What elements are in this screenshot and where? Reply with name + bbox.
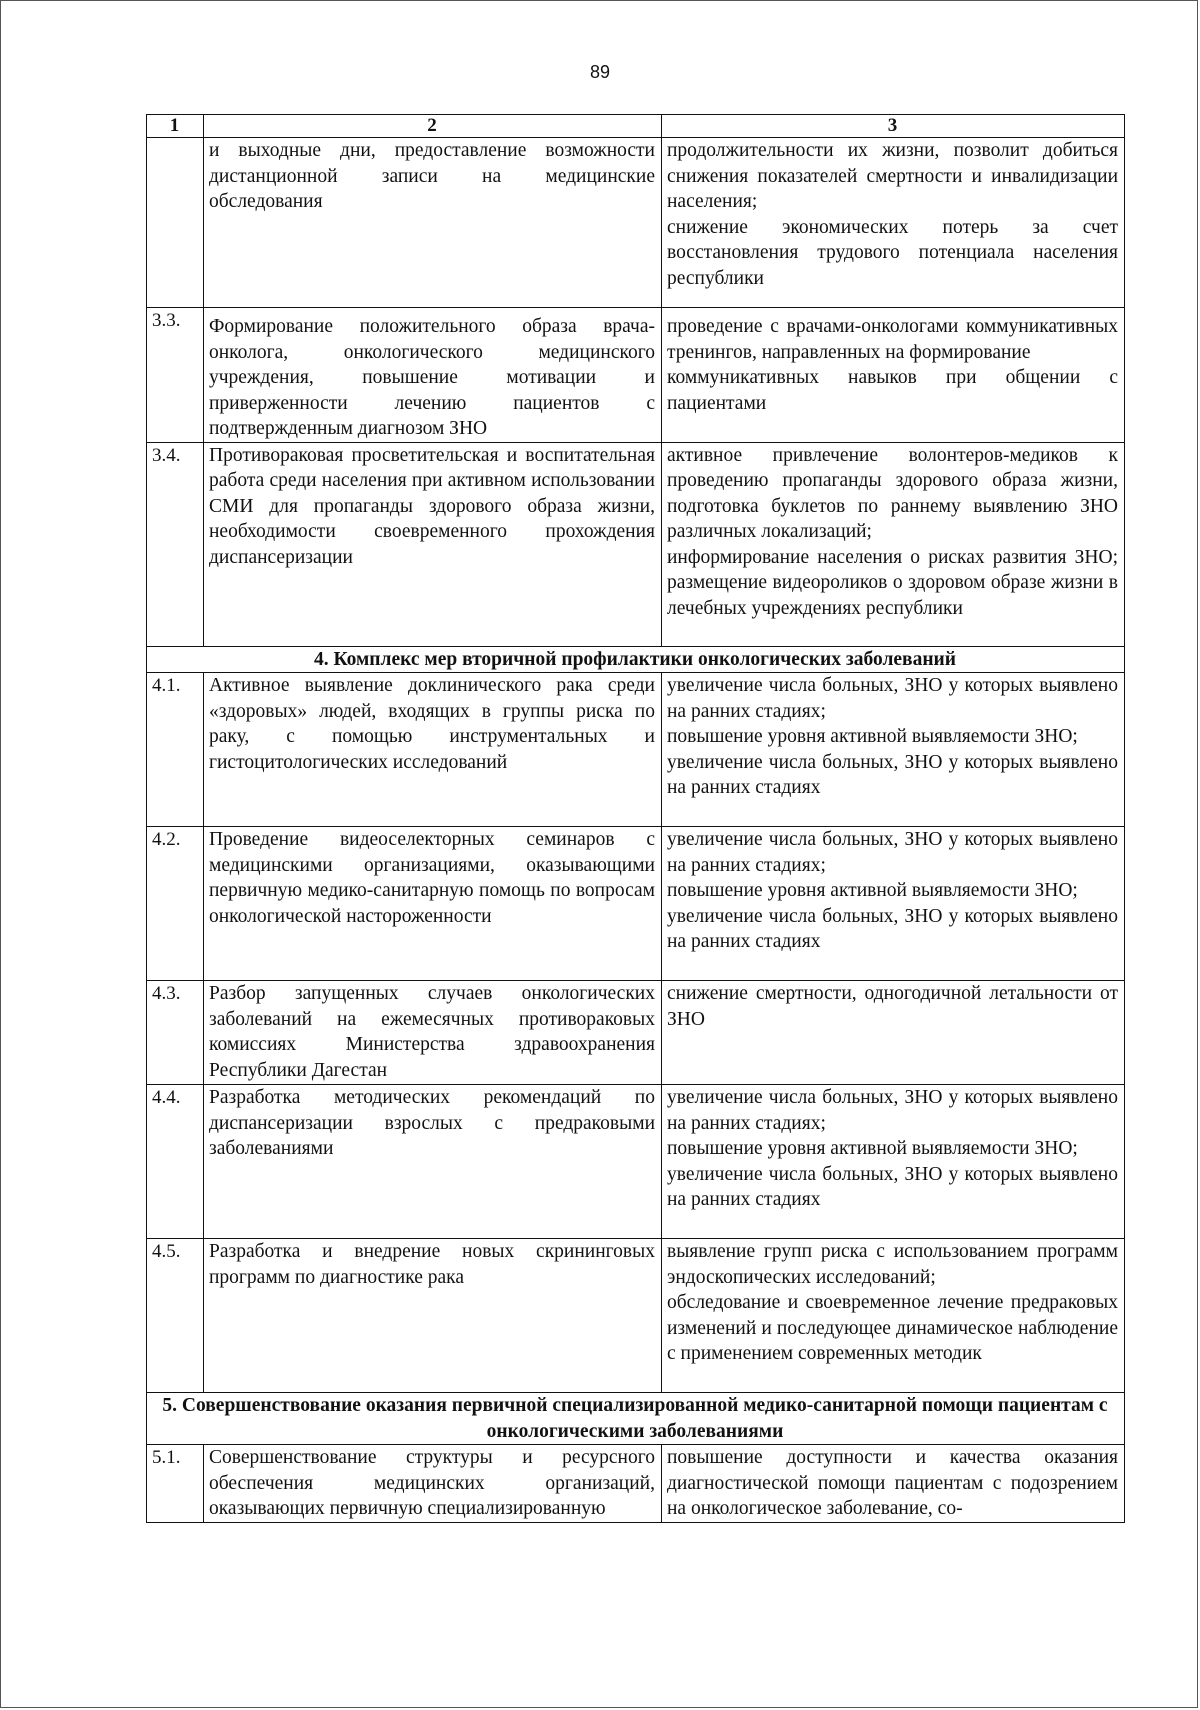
result-paragraph: повышение уровня активной выявляемости ЗНО;	[667, 1138, 1078, 1159]
result-paragraph: проведение с врачами-онкологами коммуникативных тренингов, направленных на формирование	[667, 316, 1118, 363]
table-header-row	[147, 115, 1125, 138]
result-paragraph: обследование и своевременное лечение предраковых изменений и последующее динамическое наблюдение с применением современных методик	[667, 1292, 1118, 1364]
table-row	[147, 442, 1125, 646]
result-paragraph: снижение экономических потерь за счет восстановления трудового потенциала населения республики	[667, 216, 1118, 289]
result-paragraph: увеличение числа больных, ЗНО у которых выявлено на ранних стадиях	[667, 751, 1118, 798]
measures-table	[146, 114, 1125, 1523]
section-row	[147, 1393, 1125, 1445]
page-number: 89	[589, 62, 611, 82]
section-heading-5: 5. Совершенствование оказания первичной специализированной медико-санитарной помощи пациентам с онкологическими заболеваниями	[147, 1393, 1125, 1445]
row-number: 3.3.	[147, 308, 204, 443]
result-paragraph: повышение уровня активной выявляемости ЗНО;	[667, 726, 1078, 747]
section-row	[147, 646, 1125, 673]
result-paragraph: продолжительности их жизни, позволит добиться снижения показателей смертности и инвалидизации населения;	[667, 140, 1118, 212]
row-number: 3.4.	[147, 442, 204, 646]
result-paragraph: повышение доступности и качества оказания диагностической помощи пациентам с подозрением на онкологическое заболевание, со-	[667, 1447, 1118, 1519]
row-result	[662, 673, 1125, 827]
table-row	[147, 1085, 1125, 1239]
table-row	[147, 308, 1125, 443]
header-col-2: 2	[204, 115, 662, 138]
row-measure: Разработка и внедрение новых скрининговых программ по диагностике рака	[204, 1239, 662, 1393]
row-number: 5.1.	[147, 1445, 204, 1523]
table-row	[147, 981, 1125, 1085]
section-heading-4: 4. Комплекс мер вторичной профилактики онкологических заболеваний	[147, 646, 1125, 673]
result-paragraph: снижение смертности, одногодичной летальности от ЗНО	[667, 983, 1118, 1030]
row-measure: Активное выявление доклинического рака среди «здоровых» людей, входящих в группы риска по раку, с помощью инструментальных и гистоцитологических исследований	[204, 673, 662, 827]
table-row	[147, 1445, 1125, 1523]
table-row	[147, 1239, 1125, 1393]
table-row	[147, 827, 1125, 981]
row-measure: Проведение видеоселекторных семинаров с медицинскими организациями, оказывающими первичную медико-санитарную помощь по вопросам онкологической настороженности	[204, 827, 662, 981]
result-paragraph: выявление групп риска с использованием программ эндоскопических исследований;	[667, 1241, 1118, 1288]
result-paragraph: увеличение числа больных, ЗНО у которых выявлено на ранних стадиях;	[667, 675, 1118, 722]
result-paragraph: коммуникативных навыков при общении с пациентами	[667, 367, 1118, 414]
row-result	[662, 308, 1125, 443]
row-measure: Формирование положительного образа врача-онколога, онкологического медицинского учреждения, повышение мотивации и приверженности лечению пациентов с подтвержденным диагнозом ЗНО	[204, 308, 662, 443]
row-number	[147, 138, 204, 308]
row-measure: Совершенствование структуры и ресурсного обеспечения медицинских организаций, оказывающих первичную специализированную	[204, 1445, 662, 1523]
result-paragraph: увеличение числа больных, ЗНО у которых выявлено на ранних стадиях;	[667, 1087, 1118, 1134]
result-paragraph: активное привлечение волонтеров-медиков к проведению пропаганды здорового образа жизни, подготовка буклетов по раннему выявлению ЗНО различных локализаций;	[667, 444, 1118, 542]
header-col-3: 3	[662, 115, 1125, 138]
result-paragraph: увеличение числа больных, ЗНО у которых выявлено на ранних стадиях;	[667, 829, 1118, 876]
table-row	[147, 673, 1125, 827]
result-paragraph: увеличение числа больных, ЗНО у которых выявлено на ранних стадиях	[667, 905, 1118, 952]
row-number: 4.5.	[147, 1239, 204, 1393]
row-measure: и выходные дни, предоставление возможности дистанционной записи на медицинские обследования	[204, 138, 662, 308]
row-number: 4.1.	[147, 673, 204, 827]
result-paragraph: увеличение числа больных, ЗНО у которых выявлено на ранних стадиях	[667, 1163, 1118, 1210]
header-col-1: 1	[147, 115, 204, 138]
row-number: 4.3.	[147, 981, 204, 1085]
result-paragraph: повышение уровня активной выявляемости ЗНО;	[667, 880, 1078, 901]
result-paragraph: информирование населения о рисках развития ЗНО; размещение видеороликов о здоровом образе жизни в лечебных учреждениях республики	[667, 546, 1118, 619]
row-result	[662, 827, 1125, 981]
row-measure: Разбор запущенных случаев онкологических заболеваний на ежемесячных противораковых комиссиях Министерства здравоохранения Республики Дагестан	[204, 981, 662, 1085]
row-result	[662, 1085, 1125, 1239]
row-result	[662, 442, 1125, 646]
table-row	[147, 138, 1125, 308]
row-measure: Разработка методических рекомендаций по диспансеризации взрослых с предраковыми заболеваниями	[204, 1085, 662, 1239]
row-number: 4.2.	[147, 827, 204, 981]
row-measure: Противораковая просветительская и воспитательная работа среди населения при активном использовании СМИ для пропаганды здорового образа жизни, необходимости своевременного прохождения диспансеризации	[204, 442, 662, 646]
row-result	[662, 138, 1125, 308]
row-number: 4.4.	[147, 1085, 204, 1239]
row-result	[662, 1239, 1125, 1393]
row-result	[662, 981, 1125, 1085]
row-result	[662, 1445, 1125, 1523]
